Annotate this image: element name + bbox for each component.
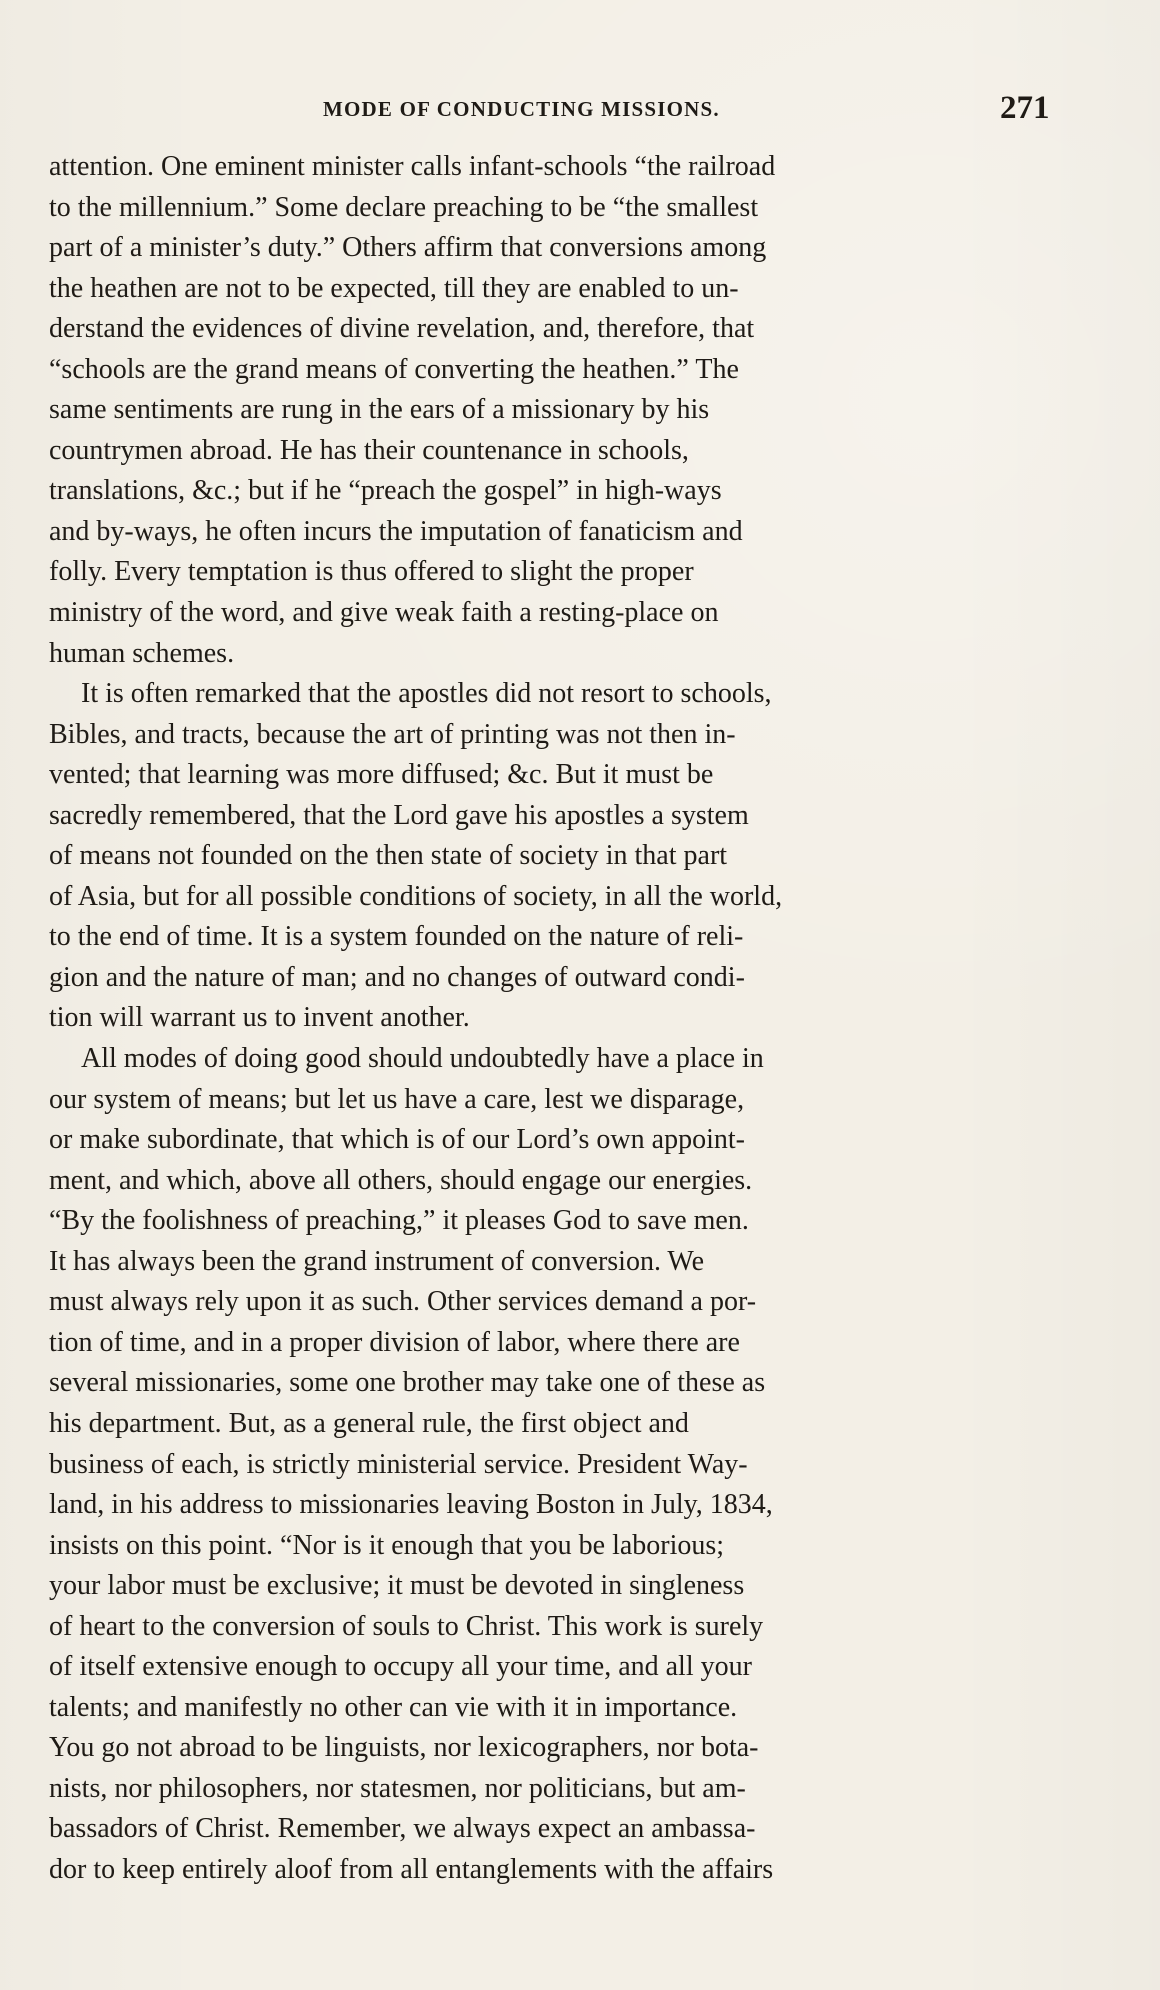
text-line: ment, and which, above all others, should engage our energies.: [49, 1164, 753, 1196]
text-line: of means not founded on the then state of society in that part: [49, 840, 728, 872]
text-line: talents; and manifestly no other can vie with it in importance.: [49, 1691, 738, 1723]
text-line: the heathen are not to be expected, till they are enabled to un-: [49, 272, 739, 304]
text-line: translations, &c.; but if he “preach the gospel” in high-ways: [49, 475, 722, 507]
text-line: insists on this point. “Nor is it enough that you be laborious;: [49, 1529, 725, 1561]
text-line: business of each, is strictly ministerial service. President Way-: [49, 1448, 748, 1480]
text-line: must always rely upon it as such. Other services demand a por-: [49, 1286, 757, 1318]
paragraph-start-line: All modes of doing good should undoubtedly have a place in: [81, 1043, 764, 1075]
text-line: sacredly remembered, that the Lord gave his apostles a system: [49, 799, 749, 831]
text-line: to the millennium.” Some declare preaching to be “the smallest: [49, 191, 759, 223]
page-number: 271: [1000, 90, 1050, 126]
text-line: “By the foolishness of preaching,” it pleases God to save men.: [49, 1205, 749, 1237]
page-header: [0, 90, 1160, 130]
text-line: part of a minister’s duty.” Others affirm that conversions among: [49, 232, 767, 264]
text-line: our system of means; but let us have a care, lest we disparage,: [49, 1083, 745, 1115]
text-line: attention. One eminent minister calls infant-schools “the railroad: [49, 151, 776, 182]
text-line: to the end of time. It is a system founded on the nature of reli-: [49, 921, 744, 953]
body-text: [49, 147, 1049, 1897]
text-line: your labor must be exclusive; it must be devoted in singleness: [49, 1570, 745, 1602]
text-line: “schools are the grand means of converting the heathen.” The: [49, 353, 739, 385]
text-line: bassadors of Christ. Remember, we always expect an ambassa-: [49, 1813, 756, 1845]
text-line: tion of time, and in a proper division of labor, where there are: [49, 1326, 740, 1358]
text-line: of heart to the conversion of souls to Christ. This work is surely: [49, 1610, 764, 1642]
text-line: folly. Every temptation is thus offered to slight the proper: [49, 556, 694, 588]
running-head: MODE OF CONDUCTING MISSIONS.: [323, 97, 720, 121]
text-line: and by-ways, he often incurs the imputation of fanaticism and: [49, 515, 743, 547]
paragraph-start-line: It is often remarked that the apostles did not resort to schools,: [81, 678, 772, 710]
text-line: derstand the evidences of divine revelation, and, therefore, that: [49, 313, 755, 345]
text-line: same sentiments are rung in the ears of a missionary by his: [49, 394, 710, 426]
text-line: Bibles, and tracts, because the art of printing was not then in-: [49, 718, 736, 750]
text-line: his department. But, as a general rule, the first object and: [49, 1407, 689, 1439]
text-line: human schemes.: [49, 637, 235, 669]
text-line: vented; that learning was more diffused; &c. But it must be: [49, 759, 714, 791]
text-line: of Asia, but for all possible conditions of society, in all the world,: [49, 880, 783, 912]
text-line: ministry of the word, and give weak faith a resting-place on: [49, 597, 719, 629]
text-line: dor to keep entirely aloof from all entanglements with the affairs: [49, 1853, 774, 1885]
text-line: countrymen abroad. He has their countenance in schools,: [49, 434, 689, 466]
text-line: It has always been the grand instrument of conversion. We: [49, 1245, 705, 1277]
text-line: of itself extensive enough to occupy all your time, and all your: [49, 1651, 752, 1683]
text-line: several missionaries, some one brother may take one of these as: [49, 1367, 766, 1399]
text-line: or make subordinate, that which is of our Lord’s own appoint-: [49, 1124, 745, 1156]
text-line: nists, nor philosophers, nor statesmen, nor politicians, but am-: [49, 1772, 746, 1804]
text-line: tion will warrant us to invent another.: [49, 1002, 470, 1034]
text-line: land, in his address to missionaries leaving Boston in July, 1834,: [49, 1489, 773, 1521]
text-line: You go not abroad to be linguists, nor lexicographers, nor bota-: [49, 1732, 759, 1764]
text-line: gion and the nature of man; and no changes of outward condi-: [49, 961, 745, 993]
